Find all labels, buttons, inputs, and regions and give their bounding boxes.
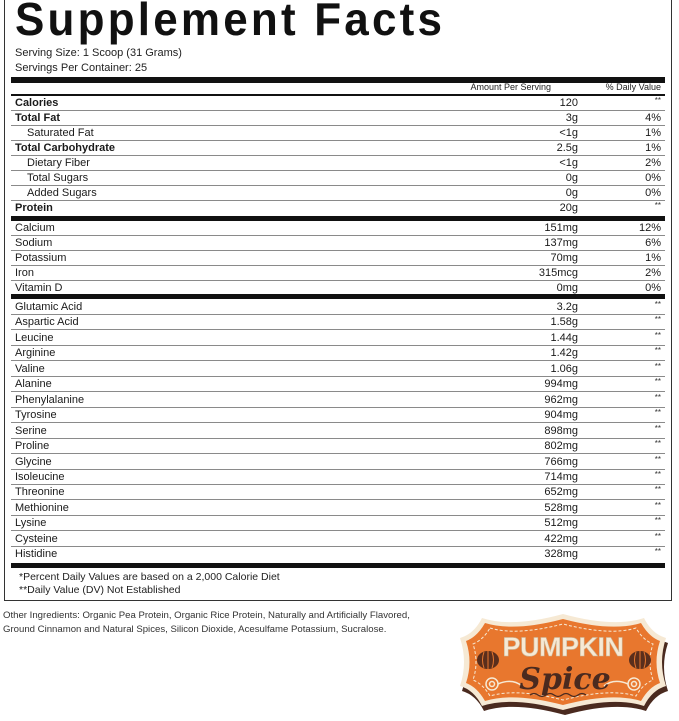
nutrient-amount: 1.58g	[550, 316, 578, 329]
nutrient-name: Total Carbohydrate	[15, 142, 116, 154]
nutrient-daily-value: **	[654, 392, 661, 402]
other-ingredients: Other Ingredients: Organic Pea Protein, Organic Rice Protein, Naturally and Artificially Flavored, Ground Cinnamon and Natural Spices, Silicon Dioxide, Acesulfame Potassium, Sucralose.	[3, 610, 410, 635]
nutrient-daily-value: 2%	[645, 157, 661, 169]
badge-line1: PUMPKIN	[502, 632, 624, 662]
nutrient-amount: 962mg	[544, 393, 578, 406]
nutrient-daily-value: **	[654, 300, 661, 309]
table-row	[11, 156, 665, 171]
nutrient-amount: 898mg	[544, 424, 578, 437]
table-row	[11, 501, 665, 516]
nutrient-daily-value: **	[654, 315, 661, 325]
nutrient-daily-value: 0%	[645, 187, 661, 199]
divider-thick	[11, 294, 665, 299]
nutrient-name: Alanine	[15, 378, 52, 391]
table-row	[11, 532, 665, 547]
table-row	[11, 516, 665, 531]
table-row	[11, 201, 665, 216]
nutrient-name: Calcium	[15, 222, 55, 234]
nutrient-daily-value: **	[654, 423, 661, 433]
nutrient-amount: 652mg	[544, 486, 578, 499]
nutrient-name: Iron	[15, 267, 34, 279]
footnote-dv-not-established: **Daily Value (DV) Not Established	[19, 584, 181, 596]
table-row	[11, 186, 665, 201]
nutrient-daily-value: **	[654, 485, 661, 495]
page-title: Supplement Facts	[15, 0, 446, 46]
nutrient-daily-value: 0%	[645, 172, 661, 184]
table-row	[11, 424, 665, 439]
nutrient-amount: 3g	[565, 112, 578, 124]
nutrient-daily-value: **	[654, 377, 661, 387]
nutrient-daily-value: **	[654, 516, 661, 526]
divider-thick	[11, 563, 665, 568]
nutrient-amount: 3.2g	[556, 301, 578, 313]
nutrient-daily-value: 1%	[645, 142, 661, 154]
nutrient-daily-value: **	[654, 346, 661, 356]
nutrient-name: Threonine	[15, 486, 65, 499]
nutrient-amount: 802mg	[544, 440, 578, 453]
nutrient-daily-value: **	[654, 439, 661, 449]
column-header-amount: Amount Per Serving	[470, 82, 551, 92]
nutrient-amount: 120	[559, 97, 578, 109]
nutrient-name: Leucine	[15, 331, 54, 344]
nutrient-amount: 1.42g	[550, 347, 578, 360]
table-row	[11, 346, 665, 361]
nutrient-daily-value: **	[654, 454, 661, 464]
table-row	[11, 393, 665, 408]
nutrient-daily-value: **	[654, 547, 661, 557]
footnote-percent-dv: *Percent Daily Values are based on a 2,000 Calorie Diet	[19, 571, 280, 583]
table-row	[11, 331, 665, 346]
nutrient-daily-value: 4%	[645, 112, 661, 124]
nutrient-amount: 528mg	[544, 501, 578, 514]
nutrient-amount: 512mg	[544, 517, 578, 530]
nutrient-amount: 0g	[565, 187, 578, 199]
table-row	[11, 171, 665, 186]
nutrient-name: Phenylalanine	[15, 393, 85, 406]
supplement-facts-panel	[4, 0, 672, 601]
nutrient-amount: 714mg	[544, 470, 578, 483]
nutrient-daily-value: 0%	[645, 282, 661, 294]
table-row	[11, 221, 665, 236]
pumpkin-spice-badge	[452, 612, 674, 716]
nutrient-daily-value: 6%	[645, 237, 661, 249]
nutrient-daily-value: **	[654, 96, 661, 105]
nutrient-name: Isoleucine	[15, 470, 65, 483]
nutrient-daily-value: **	[654, 469, 661, 479]
nutrient-daily-value: **	[654, 500, 661, 510]
nutrient-daily-value: 1%	[645, 127, 661, 139]
table-row	[11, 315, 665, 330]
nutrient-name: Potassium	[15, 252, 67, 264]
nutrient-daily-value: **	[654, 361, 661, 371]
nutrient-name: Saturated Fat	[27, 127, 94, 139]
table-row	[11, 236, 665, 251]
table-row	[11, 126, 665, 141]
table-row	[11, 300, 665, 315]
badge-frame-icon	[452, 612, 674, 716]
nutrient-daily-value: **	[654, 330, 661, 340]
nutrient-amount: 137mg	[544, 237, 578, 249]
nutrient-amount: 0mg	[556, 282, 578, 294]
nutrient-amount: 1.06g	[550, 362, 578, 375]
nutrient-amount: <1g	[559, 127, 578, 139]
table-row	[11, 408, 665, 423]
nutrient-amount: 994mg	[544, 378, 578, 391]
servings-per-container: Servings Per Container: 25	[15, 62, 148, 74]
nutrient-daily-value: **	[654, 408, 661, 418]
nutrient-name: Cysteine	[15, 532, 58, 545]
nutrient-name: Serine	[15, 424, 47, 437]
nutrient-amount: 2.5g	[556, 142, 578, 154]
table-row	[11, 96, 665, 111]
table-row	[11, 547, 665, 562]
badge-line2: Spice	[519, 662, 611, 697]
nutrient-name: Glycine	[15, 455, 52, 468]
nutrient-amount: 70mg	[550, 252, 578, 264]
nutrient-name: Histidine	[15, 548, 58, 561]
nutrient-amount: 904mg	[544, 409, 578, 422]
table-row	[11, 470, 665, 485]
nutrient-name: Lysine	[15, 517, 47, 530]
table-row	[11, 111, 665, 126]
column-header-daily-value: % Daily Value	[605, 82, 661, 92]
nutrient-name: Calories	[15, 97, 59, 109]
table-row	[11, 455, 665, 470]
nutrient-name: Vitamin D	[15, 282, 63, 294]
nutrient-name: Total Sugars	[27, 172, 89, 184]
divider-thick	[11, 77, 665, 83]
nutrient-name: Proline	[15, 440, 50, 453]
table-row	[11, 141, 665, 156]
serving-size: Serving Size: 1 Scoop (31 Grams)	[15, 47, 182, 59]
table-row	[11, 251, 665, 266]
nutrient-amount: 328mg	[544, 548, 578, 561]
table-row	[11, 362, 665, 377]
table-row	[11, 485, 665, 500]
nutrient-name: Valine	[15, 362, 45, 375]
nutrient-name: Methionine	[15, 501, 69, 514]
nutrient-daily-value: 1%	[645, 252, 661, 264]
nutrient-amount: 0g	[565, 172, 578, 184]
nutrient-name: Total Fat	[15, 112, 61, 124]
nutrient-name: Sodium	[15, 237, 53, 249]
nutrient-amount: 151mg	[544, 222, 578, 234]
nutrient-name: Dietary Fiber	[27, 157, 90, 169]
nutrient-amount: 315mcg	[538, 267, 578, 279]
table-row	[11, 377, 665, 392]
nutrient-amount: 422mg	[544, 532, 578, 545]
nutrient-daily-value: 12%	[638, 222, 661, 234]
nutrient-amount: 20g	[559, 202, 578, 214]
nutrient-daily-value: 2%	[645, 267, 661, 279]
nutrient-name: Arginine	[15, 347, 56, 360]
nutrient-name: Glutamic Acid	[15, 301, 83, 313]
nutrient-name: Added Sugars	[27, 187, 97, 199]
nutrient-name: Tyrosine	[15, 409, 57, 422]
table-row	[11, 266, 665, 281]
nutrient-amount: <1g	[559, 157, 578, 169]
nutrient-name: Protein	[15, 202, 53, 214]
table-row	[11, 439, 665, 454]
nutrient-daily-value: **	[654, 201, 661, 210]
nutrient-daily-value: **	[654, 531, 661, 541]
nutrient-name: Aspartic Acid	[15, 316, 79, 329]
nutrient-amount: 766mg	[544, 455, 578, 468]
nutrient-amount: 1.44g	[550, 331, 578, 344]
